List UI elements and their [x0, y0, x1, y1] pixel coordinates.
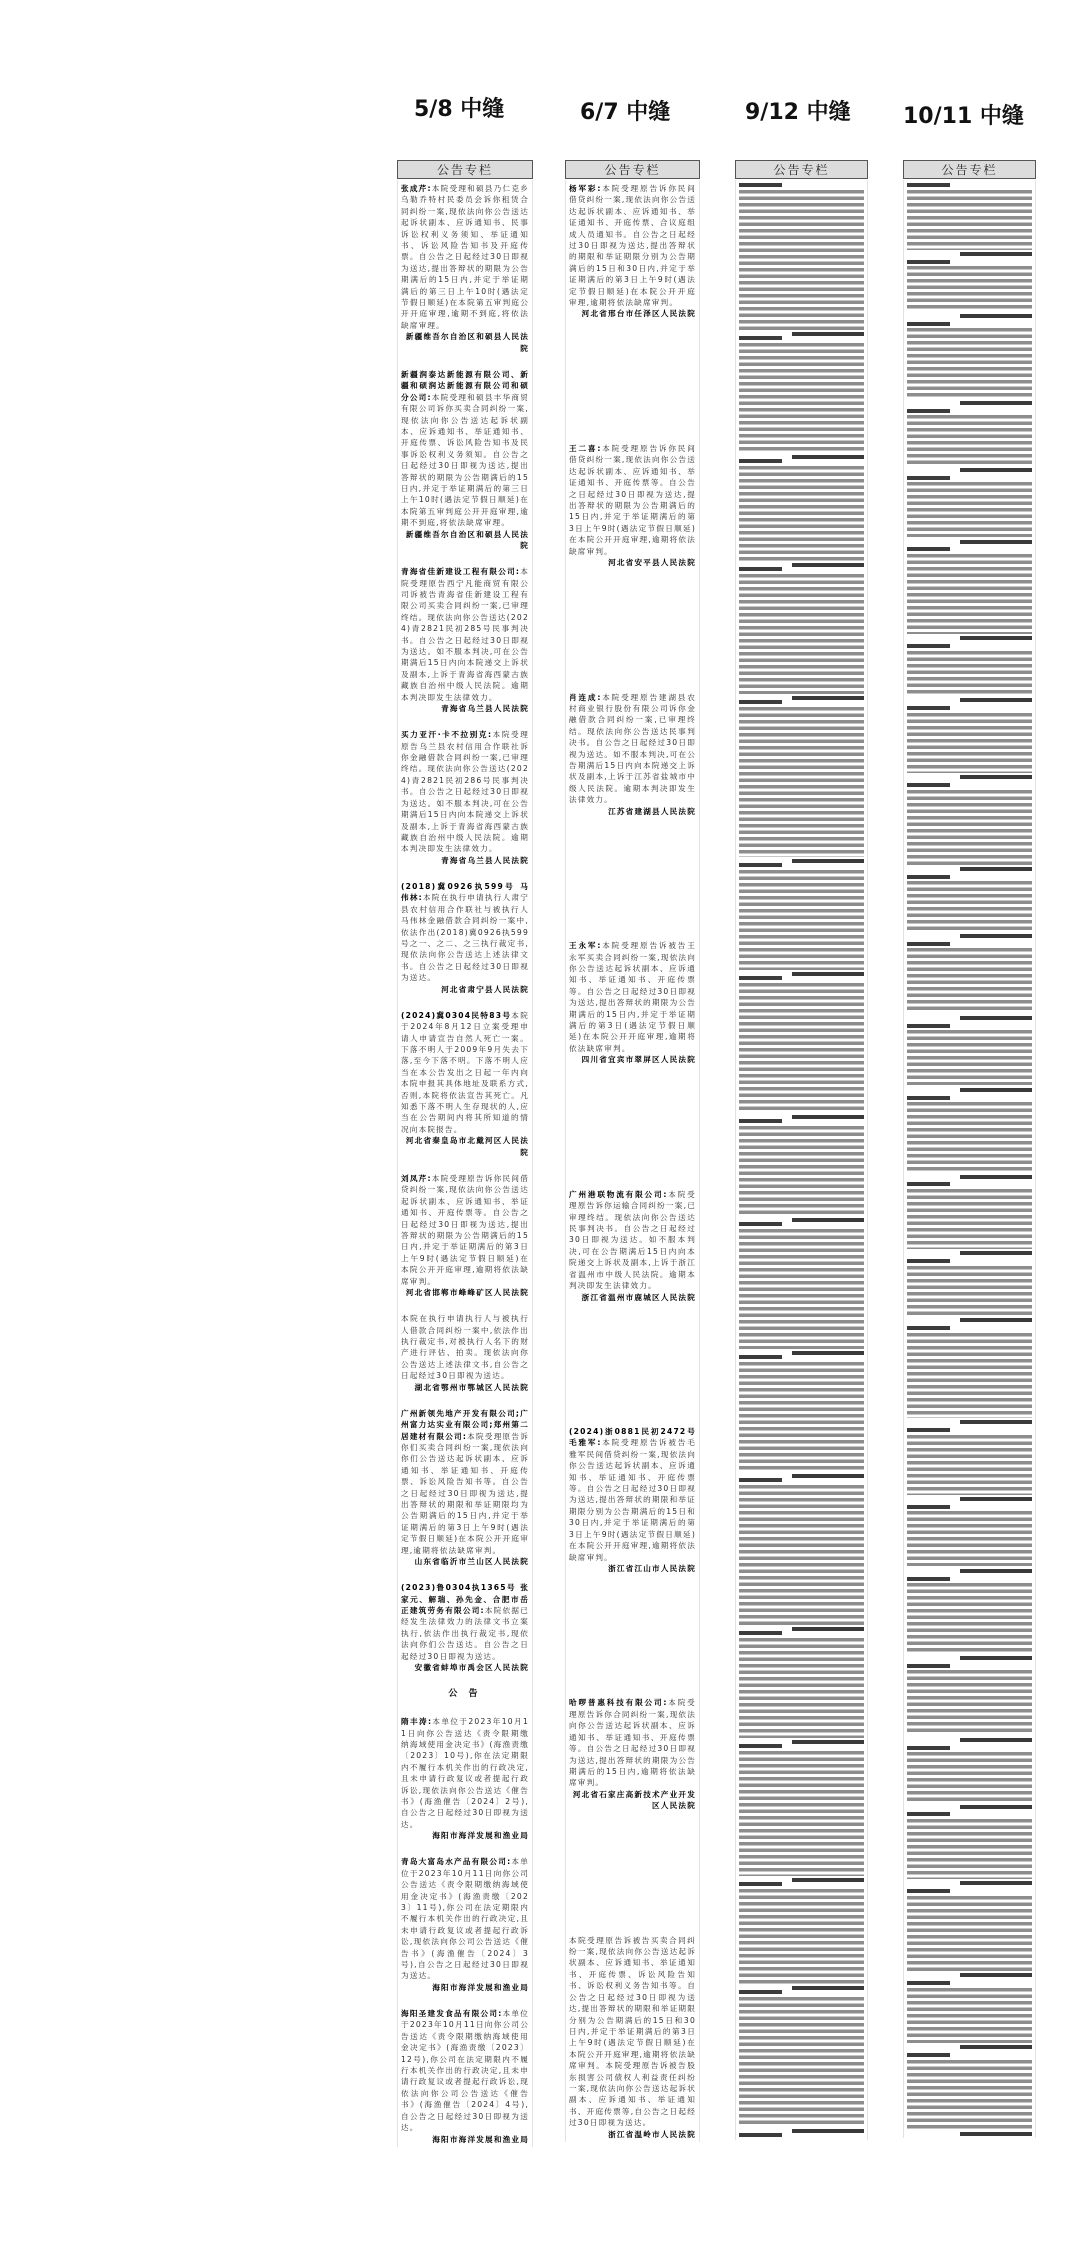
notice-addressee: 新疆润泰达新能源有限公司、新疆和硕润达新能源有限公司和硕分公司:	[401, 369, 529, 402]
notice-issuer: 浙江省温州市鹿城区人民法院	[581, 1292, 696, 1302]
notice-text-lines	[739, 1638, 864, 1738]
notice-text	[569, 1935, 696, 2129]
illegible-notice	[907, 1428, 1032, 1501]
notice-addressee-mark	[907, 875, 950, 879]
notice-text-lines	[739, 466, 864, 561]
notice-issuer: 海阳市海洋发展和渔业局	[432, 2134, 529, 2144]
notice-addressee-mark	[739, 1222, 782, 1226]
notice-issuer: 河北省邯郸市峰峰矿区人民法院	[405, 1287, 529, 1297]
notice-addressee: (2023)鲁0304执1365号 张家元、解瑞、孙先金、合肥市岳正建筑劳务有限公司:	[401, 1583, 529, 1616]
notice-text-lines	[739, 1751, 864, 1876]
notice-addressee-mark	[907, 1182, 950, 1186]
notice-text-lines	[907, 1189, 1032, 1249]
notice-addressee-mark	[739, 700, 782, 704]
illegible-notice	[739, 700, 864, 863]
notice	[401, 881, 529, 995]
notice	[401, 1408, 529, 1568]
notice-text-lines	[907, 1102, 1032, 1172]
notice-addressee: 刘凤芹:	[401, 1173, 432, 1183]
notice-addressee-mark	[739, 1119, 782, 1123]
notice-addressee-mark	[739, 183, 782, 187]
notice-text-lines	[739, 1485, 864, 1625]
notice-text	[401, 1173, 529, 1287]
illegible-notice	[739, 336, 864, 459]
notice-body: 本院受理原告诉被告买卖合同纠纷一案,现依法向你公告送达起诉状副本、应诉通知书、举证通知书、开庭传票、诉讼风险告知书、诉讼权利义务告知书等。自公告之日起经过30日即视为送达,提出答辩状的期限和举证期限分别为公告期满后的15日和30日内,并定于举证期满后的第3日上午9时(遇法定节假日顺延)在本院公开开庭审理,逾期将依法缺席审判。本院受理原告诉被告股东损害公司债权人利益责任纠纷一案,现依法向你公告送达起诉状副本、应诉通知书、举证通知书、开庭传票等,自公告之日起经过30日即视为送达。	[569, 1935, 696, 2128]
notice-addressee: 海阳圣建发食品有限公司:	[401, 2009, 503, 2019]
notice-text-lines	[739, 1362, 864, 1472]
illegible-notice	[907, 260, 1032, 318]
illegible-notice	[739, 1631, 864, 1744]
notice-text-lines	[907, 1435, 1032, 1495]
notice-text	[569, 183, 696, 308]
notice-body: 本院在执行申请执行人与被执行人借款合同纠纷一案中,依法作出执行裁定书,对被执行人名下的财产进行评估、拍卖。现依法向你公告送达上述法律文书,自公告之日起经过30日即视为送达。	[401, 1314, 529, 1381]
notice-issuer: 四川省宜宾市翠屏区人民法院	[581, 1055, 696, 1065]
notice-body: 本院依据已经发生法律效力的法律文书立案执行,依法作出执行裁定书,现依法向你们公告送达。自公告之日起经过30日即视为送达。	[401, 1606, 529, 1661]
notice-issuer-mark	[960, 1738, 1033, 1742]
notice-text-lines	[739, 1889, 864, 1984]
illegible-notice	[739, 1355, 864, 1478]
notice-issuer: 河北省肃宁县人民法院	[441, 984, 529, 994]
notice-addressee-mark	[907, 644, 950, 648]
notice-addressee-mark	[907, 1981, 950, 1985]
notice-addressee: 广州新领先地产开发有限公司;广州富力达实业有限公司;郑州第二居建材有限公司:	[401, 1408, 529, 1441]
notice-issuer: 青海省乌兰县人民法院	[441, 855, 529, 865]
notice-text	[401, 881, 529, 984]
notice	[569, 183, 696, 320]
notice-issuer-mark	[960, 2132, 1033, 2136]
column-header: 公告专栏	[903, 160, 1036, 179]
column-title-2: 6/7 中缝	[580, 100, 671, 125]
notice-addressee: 肖连成:	[569, 692, 602, 702]
notice-text	[401, 1313, 529, 1381]
column-title-4: 10/11 中缝	[903, 104, 1024, 129]
notice	[401, 1010, 529, 1158]
notice-addressee-mark	[907, 1889, 950, 1893]
notice-issuer-mark	[960, 252, 1033, 256]
illegible-notice	[739, 2133, 864, 2140]
column-title-3: 9/12 中缝	[745, 100, 851, 125]
notice-addressee-mark	[739, 2133, 782, 2137]
notice-addressee-mark	[739, 1744, 782, 1748]
notice-issuer-mark	[960, 934, 1033, 938]
notice-body: 本院受理原告诉你们买卖合同纠纷一案,现依法向你们公告送达起诉状副本、应诉通知书、举证通知书、开庭传票、诉讼风险告知书等。自公告之日起经过30日即视为送达,提出答辩状的期限和举证期限均为公告期满后的15日内,并定于举证期满后的第3日上午9时(遇法定节假日顺延)在本院公开开庭审理,逾期将依法缺席审判。	[401, 1431, 530, 1555]
illegible-notice	[907, 409, 1032, 472]
notice-text	[569, 1189, 696, 1292]
notice-text	[401, 1010, 529, 1135]
notice-addressee-mark	[907, 547, 950, 551]
notice-body: 本院在执行申请执行人肃宁县农村信用合作联社与被执行人马伟林金融借款合同纠纷一案中,依法作出(2018)冀0926执599号之一、之二、之三执行裁定书,现依法向你公告送达上述法律文书。自公告之日起经过30日即视为送达。	[401, 893, 529, 983]
notice-body: 本院受理原告诉你合同纠纷一案,现依法向你公告送达起诉状副本、应诉通知书、举证通知书、开庭传票等。自公告之日起经过30日即视为送达,提出答辩状的期限为公告期满后的15日内,逾期将依法缺席审判。	[569, 1698, 696, 1788]
illegible-notice	[907, 183, 1032, 256]
illegible-notice	[739, 1990, 864, 2133]
notice-text	[569, 443, 696, 557]
notice-text	[401, 2008, 529, 2133]
illegible-notice	[739, 1882, 864, 1990]
notice-addressee-mark	[739, 1882, 782, 1886]
notice-text-lines	[739, 343, 864, 453]
notice	[569, 1935, 696, 2140]
notice-addressee-mark	[907, 1577, 950, 1581]
notice-text	[401, 1716, 529, 1830]
notice-text-lines	[739, 574, 864, 694]
notice-addressee-mark	[907, 783, 950, 787]
notice-addressee-mark	[907, 706, 950, 710]
notice-addressee: 青岛大富岛水产品有限公司:	[401, 1857, 512, 1867]
illegible-notice	[907, 1577, 1032, 1660]
notice-issuer: 江苏省建湖县人民法院	[608, 806, 696, 816]
notice-text-lines	[907, 1752, 1032, 1802]
notice-issuer: 河北省安平县人民法院	[608, 558, 696, 568]
notice-addressee-mark	[739, 863, 782, 867]
notice	[569, 1189, 696, 1303]
illegible-notice	[907, 1326, 1032, 1424]
notice-body: 本单位于2023年10月11日向你公司公告送达《责令限期缴纳海域使用金决定书》(海渔责缴〔2023〕11号),你公司在法定期限内不履行本机关作出的行政决定,且未申请行政复议或者提起行政诉讼,现依法向你公司公告送达《催告书》(海渔催告〔2024〕3号),自公告之日起经过30日即视为送达。	[401, 1857, 529, 1981]
notice-issuer: 新疆维吾尔自治区和硕县人民法院	[405, 529, 529, 550]
notice-issuer: 海阳市海洋发展和渔业局	[432, 1831, 529, 1841]
notice-addressee: 杨军彩:	[569, 184, 602, 193]
notice-addressee: 买力亚汗·卡不拉别克:	[401, 730, 493, 740]
illegible-notice	[907, 1024, 1032, 1092]
notice-addressee-mark	[907, 1505, 950, 1509]
notice-issuer: 河北省石家庄高新技术产业开发区人民法院	[572, 1789, 696, 1811]
column-body	[903, 180, 1036, 2138]
notice-text-lines	[907, 1988, 1032, 2043]
notice-addressee-mark	[907, 1746, 950, 1750]
notice-addressee-mark	[739, 1355, 782, 1359]
illegible-notice	[907, 1259, 1032, 1322]
illegible-notice	[907, 1182, 1032, 1255]
illegible-notice	[907, 706, 1032, 779]
notice-text-lines	[907, 713, 1032, 773]
notice-text-lines	[907, 1511, 1032, 1566]
illegible-notice	[907, 1889, 1032, 1977]
column-body	[565, 180, 700, 2142]
notice-addressee: 哈啰普惠科技有限公司:	[569, 1698, 668, 1708]
notice-issuer: 青海省乌兰县人民法院	[441, 704, 529, 714]
notice-body: 本院受理原告诉被告王永军买卖合同纠纷一案,现依法向你公告送达起诉状副本、应诉通知书、举证通知书、开庭传票等。自公告之日起经过30日即视为送达,提出答辩状的期限为公告期满后的15日内,并定于举证期满后的第3日(遇法定节假日顺延)在本院公开开庭审理,逾期将依法缺席审判。	[569, 941, 697, 1053]
illegible-notice	[907, 644, 1032, 702]
notice-text-lines	[907, 328, 1032, 398]
illegible-notice	[739, 183, 864, 336]
notice-issuer-mark	[960, 314, 1033, 318]
illegible-notice	[739, 567, 864, 700]
notice	[569, 1426, 696, 1574]
notice-issuer-mark	[960, 1569, 1033, 1573]
illegible-notice	[907, 1746, 1032, 1809]
notice-column-3	[735, 160, 868, 2140]
notice-addressee: (2024)浙0881民初2472号 毛雅军:	[569, 1427, 696, 1448]
notice-text-lines	[907, 1030, 1032, 1085]
illegible-notice	[739, 863, 864, 976]
notice-addressee-mark	[739, 1990, 782, 1994]
notice	[401, 1716, 529, 1841]
notice	[401, 369, 529, 552]
notice	[569, 940, 696, 1065]
notice-addressee-mark	[907, 1096, 950, 1100]
illegible-notice	[907, 476, 1032, 544]
illegible-notice	[907, 1096, 1032, 1179]
illegible-notice	[907, 1664, 1032, 1742]
illegible-notice	[739, 976, 864, 1119]
notice-text-lines	[907, 790, 1032, 865]
notice-text-lines	[739, 190, 864, 330]
notice	[401, 2008, 529, 2145]
notice-issuer-mark	[960, 698, 1033, 702]
notice-body: 本院受理原告诉被告毛雅军民间借贷纠纷一案,现依法向你公告送达起诉状副本、应诉通知书、举证通知书、开庭传票等。自公告之日起经过30日即视为送达,提出答辩状的期限和举证期限分别为公告期满后的15日和30日内,并定于举证期满后的第3日上午9时(遇法定节假日顺延)在本院公开开庭审理,逾期将依法缺席审判。	[569, 1438, 697, 1562]
notice-text	[569, 940, 696, 1054]
illegible-notice	[907, 1981, 1032, 2049]
notice-text-lines	[907, 1583, 1032, 1653]
notice-text	[401, 369, 529, 529]
notice-issuer-mark	[960, 1318, 1033, 1322]
notice-text-lines	[907, 190, 1032, 250]
notice-addressee-mark	[907, 260, 950, 264]
notice-issuer-mark	[960, 636, 1033, 640]
notice-text	[401, 1408, 529, 1556]
notice-issuer-mark	[960, 1656, 1033, 1660]
notice-issuer-mark	[960, 1881, 1033, 1885]
notice-issuer-mark	[960, 867, 1033, 871]
notice-text-lines	[739, 707, 864, 857]
notice-issuer-mark	[960, 1175, 1033, 1179]
notice-issuer-mark	[960, 1497, 1033, 1501]
notice	[401, 183, 529, 354]
notice-issuer: 河北省邢台市任泽区人民法院	[581, 309, 696, 319]
notice	[401, 729, 529, 866]
notice-text	[569, 692, 696, 806]
notice-body: 本院受理原告诉你民间借贷纠纷一案,现依法向你公告送达起诉状副本、应诉通知书、举证通知书、开庭传票等。自公告之日起经过30日即视为送达,提出答辩状的期限为公告期满后的15日内,并定于举证期满后的第3日上午9时(遇法定节假日顺延)在本院公开开庭审理,逾期将依法缺席审判。	[569, 444, 697, 556]
notice-issuer-mark	[960, 1973, 1033, 1977]
column-header: 公告专栏	[735, 160, 868, 179]
notice-text-lines	[907, 2060, 1032, 2130]
notice-text	[401, 566, 529, 703]
notice-text-lines	[907, 1670, 1032, 1735]
notice-issuer: 新疆维吾尔自治区和硕县人民法院	[405, 332, 529, 353]
notice-addressee-mark	[739, 976, 782, 980]
notice-issuer: 海阳市海洋发展和渔业局	[432, 1982, 529, 1992]
notice-addressee-mark	[739, 459, 782, 463]
notice-body: 本院受理原告诉你运输合同纠纷一案,已审理终结。现依法向你公告送达民事判决书。自公告之日起经过30日即视为送达。如不服本判决,可在公告期满后15日内向本院递交上诉状及副本,上诉于浙江省温州市中级人民法院。逾期本判决即发生法律效力。	[569, 1189, 696, 1291]
illegible-notice	[907, 875, 1032, 938]
notice-issuer-mark	[960, 1251, 1033, 1255]
notice-addressee: (2018)冀0926执599号 马伟林:	[401, 881, 529, 903]
notice	[569, 443, 696, 568]
notice-text	[401, 183, 529, 331]
illegible-notice	[739, 1222, 864, 1355]
notice-text-lines	[739, 983, 864, 1113]
notice-text-lines	[907, 1896, 1032, 1971]
notice-text-lines	[739, 2140, 864, 2141]
notice-heading: 公 告	[448, 1689, 482, 1700]
notice-column-1	[397, 160, 533, 2147]
notice-addressee-mark	[907, 1326, 950, 1330]
notice-issuer-mark	[960, 468, 1033, 472]
notice-body: 本院于2024年8月12日立案受理申请人申请宣告自然人死亡一案。下落不明人于2009年9月失去下落,至今下落不明。下落不明人应当在本公告发出之日起一年内向本院申报其具体地址及联系方式,否则,本院将依法宣告其死亡。凡知悉下落不明人生存现状的人,应当在公告期间内将其所知道的情况向本院报告。	[401, 1010, 529, 1134]
notice-text-lines	[907, 1819, 1032, 1879]
notice-text-lines	[739, 1126, 864, 1216]
notice-issuer-mark	[960, 1420, 1033, 1424]
notice-text-lines	[907, 948, 1032, 1013]
notice-addressee-mark	[907, 476, 950, 480]
notice-text-lines	[739, 870, 864, 970]
notice-addressee-mark	[907, 1428, 950, 1432]
notice-body: 本单位于2023年10月11日向你公司公告送达《责令限期缴纳海域使用金决定书》(海渔责缴〔2023〕12号),你公司在法定期限内不履行本机关作出的行政决定,且未申请行政复议或者提起行政诉讼,现依法向你公司公告送达《催告书》(海渔催告〔2024〕4号),自公告之日起经过30日即视为送达。	[401, 2009, 530, 2133]
notice	[401, 1582, 529, 1673]
notice	[569, 692, 696, 817]
notice-addressee-mark	[907, 942, 950, 946]
notice-issuer-mark	[960, 540, 1033, 544]
notice-addressee: 张成芹:	[401, 184, 432, 193]
notice-text-lines	[739, 1997, 864, 2127]
notice-addressee: (2024)冀0304民特83号	[401, 1010, 512, 1020]
notice	[401, 566, 529, 714]
notice-text	[569, 1426, 696, 1563]
notice-text	[401, 1856, 529, 1981]
notice-text-lines	[739, 1229, 864, 1349]
notice-addressee: 王二喜:	[569, 444, 602, 454]
notice-text	[569, 1697, 696, 1788]
notice-addressee: 王永军:	[569, 941, 602, 951]
notice-addressee-mark	[907, 183, 950, 187]
notice-addressee-mark	[739, 1631, 782, 1635]
notice-text-lines	[907, 1333, 1032, 1418]
notice-issuer: 湖北省鄂州市鄂城区人民法院	[414, 1382, 529, 1392]
notice-body: 本院受理原告西宁凡能商贸有限公司诉被告青海省佳新建设工程有限公司买卖合同纠纷一案,已审理终结。现依法向你公告送达(2024)青2821民初285号民事判决书。自公告之日起经过30日即视为送达。如不服本判决,可在公告期满后15日内向本院递交上诉状及副本,上诉于青海省海西蒙古族藏族自治州中级人民法院。逾期本判决即发生法律效力。	[401, 567, 529, 702]
notice-addressee-mark	[907, 2053, 950, 2057]
notice-text-lines	[907, 1266, 1032, 1316]
notice-body: 本单位于2023年10月11日向你公告送达《责令限期缴纳海域使用金决定书》(海渔责缴〔2023〕10号),你在法定期限内不履行本机关作出的行政决定,且未申请行政复议或者提起行政诉讼,现依法向你公告送达《催告书》(海渔催告〔2024〕2号),自公告之日起经过30日即视为送达。	[401, 1717, 529, 1829]
notice-text-lines	[907, 554, 1032, 634]
notice	[569, 1697, 696, 1811]
notice-issuer-mark	[960, 401, 1033, 405]
notice-issuer: 安徽省蚌埠市禹会区人民法院	[414, 1663, 529, 1673]
notice-addressee-mark	[739, 1478, 782, 1482]
notice-text-lines	[907, 482, 1032, 537]
illegible-notice	[907, 1505, 1032, 1573]
notice-addressee-mark	[907, 1812, 950, 1816]
illegible-notice	[907, 547, 1032, 640]
notice-addressee-mark	[907, 409, 950, 413]
notice-body: 本院受理原告乌兰县农村信用合作联社诉你金融借款合同纠纷一案,已审理终结。现依法向你公告送达(2024)青2821民初286号民事判决书。自公告之日起经过30日即视为送达。如不服本判决,可在公告期满后15日内向本院递交上诉状及副本,上诉于青海省海西蒙古族藏族自治州中级人民法院。逾期本判决即发生法律效力。	[401, 730, 529, 854]
illegible-notice	[907, 2053, 1032, 2136]
illegible-notice	[907, 1812, 1032, 1885]
notice-issuer-mark	[960, 1016, 1033, 1020]
notice-addressee-mark	[907, 322, 950, 326]
notice-issuer: 河北省秦皇岛市北戴河区人民法院	[405, 1136, 529, 1157]
notice-issuer-mark	[960, 775, 1033, 779]
notice-body: 本院受理和硕县丰华商贸有限公司诉你买卖合同纠纷一案,现依法向你公告送达起诉状副本、应诉通知书、举证通知书、开庭传票、诉讼风险告知书及民事诉讼权利义务须知。自公告之日起经过30日即视为送达,提出答辩状的期限为公告期满后的15日内,并定于举证期满后的第三日上午10时(遇法定节假日顺延)在本院第五审判庭公开开庭审理,逾期不到庭,将依法缺席审理。	[401, 392, 529, 528]
illegible-notice	[907, 942, 1032, 1020]
notice-body: 本院受理原告建湖县农村商业银行股份有限公司诉你金融借款合同纠纷一案,已审理终结。现依法向你公告送达民事判决书。自公告之日起经过30日即视为送达。如不服本判决,可在公告期满后15日内向本院递交上诉状及副本,上诉于江苏省盐城市中级人民法院。逾期本判决即发生法律效力。	[569, 692, 697, 805]
illegible-notice	[739, 459, 864, 567]
notice-issuer-mark	[960, 1805, 1033, 1809]
notice-text-lines	[907, 266, 1032, 311]
illegible-notice	[907, 322, 1032, 405]
column-header: 公告专栏	[397, 160, 533, 179]
notice	[401, 1856, 529, 1993]
notice-body: 本院受理和硕县乃仁克乡乌勒乔特村民委员会诉你租赁合同纠纷一案,现依法向你公告送达起诉状副本、应诉通知书、民事诉讼权利义务须知、举证通知书、诉讼风险告知书及开庭传票。自公告之日起经过30日即视为送达,提出答辩状的期限为公告期满后的15日内,并定于举证期满后的第三日上午10时(遇法定节假日顺延)在本院第五审判庭公开开庭审理,逾期不到庭,将依法缺席审理。	[401, 184, 529, 330]
notice-text	[401, 1582, 529, 1662]
notice-addressee-mark	[907, 1259, 950, 1263]
notice-issuer-mark	[960, 2045, 1033, 2049]
column-body	[397, 180, 533, 2147]
illegible-notice	[739, 1478, 864, 1631]
notice-issuer: 浙江省江山市人民法院	[608, 1563, 696, 1573]
notice-addressee-mark	[739, 336, 782, 340]
notice-text-lines	[907, 881, 1032, 931]
notice-text-lines	[907, 651, 1032, 696]
notice-issuer: 山东省临沂市兰山区人民法院	[414, 1557, 529, 1567]
illegible-notice	[907, 783, 1032, 871]
notice-text	[401, 729, 529, 854]
notice-issuer: 浙江省温岭市人民法院	[608, 2129, 696, 2139]
notice	[401, 1173, 529, 1298]
notice	[401, 1688, 529, 1701]
notice-addressee-mark	[907, 1024, 950, 1028]
notice-column-4	[903, 160, 1036, 2138]
notice-addressee: 隋丰涛:	[401, 1717, 433, 1727]
column-header: 公告专栏	[565, 160, 700, 179]
notice	[401, 1313, 529, 1393]
notice-addressee-mark	[907, 1664, 950, 1668]
illegible-notice	[739, 1744, 864, 1882]
notice-addressee-mark	[739, 567, 782, 571]
column-title-1: 5/8 中缝	[414, 97, 505, 122]
column-body	[735, 180, 868, 2140]
notice-body: 本院受理原告诉你民间借贷纠纷一案,现依法向你公告送达起诉状副本、应诉通知书、举证通知书、开庭传票等。自公告之日起经过30日即视为送达,提出答辩状的期限为公告期满后的15日内,并定于举证期满后的第3日上午9时(遇法定节假日顺延)在本院公开开庭审理,逾期将依法缺席审判。	[401, 1173, 529, 1286]
notice-text-lines	[907, 415, 1032, 465]
illegible-notice	[739, 1119, 864, 1222]
notice-addressee: 广州港联物流有限公司:	[569, 1189, 668, 1199]
notice-issuer-mark	[960, 1088, 1033, 1092]
notice-body: 本院受理原告诉你民间借贷纠纷一案,现依法向你公告送达起诉状副本、应诉通知书、举证通知书、开庭传票、合议庭组成人员通知书。自公告之日起经过30日即视为送达,提出答辩状的期限和举证期限分别为公告期满后的15日和30日内,并定于举证期满后的第3日上午9时(遇法定节假日顺延)在本院公开开庭审理,逾期将依法缺席审判。	[569, 184, 697, 308]
notice-column-2	[565, 160, 700, 2142]
notice-addressee: 青海省佳新建设工程有限公司:	[401, 567, 521, 577]
